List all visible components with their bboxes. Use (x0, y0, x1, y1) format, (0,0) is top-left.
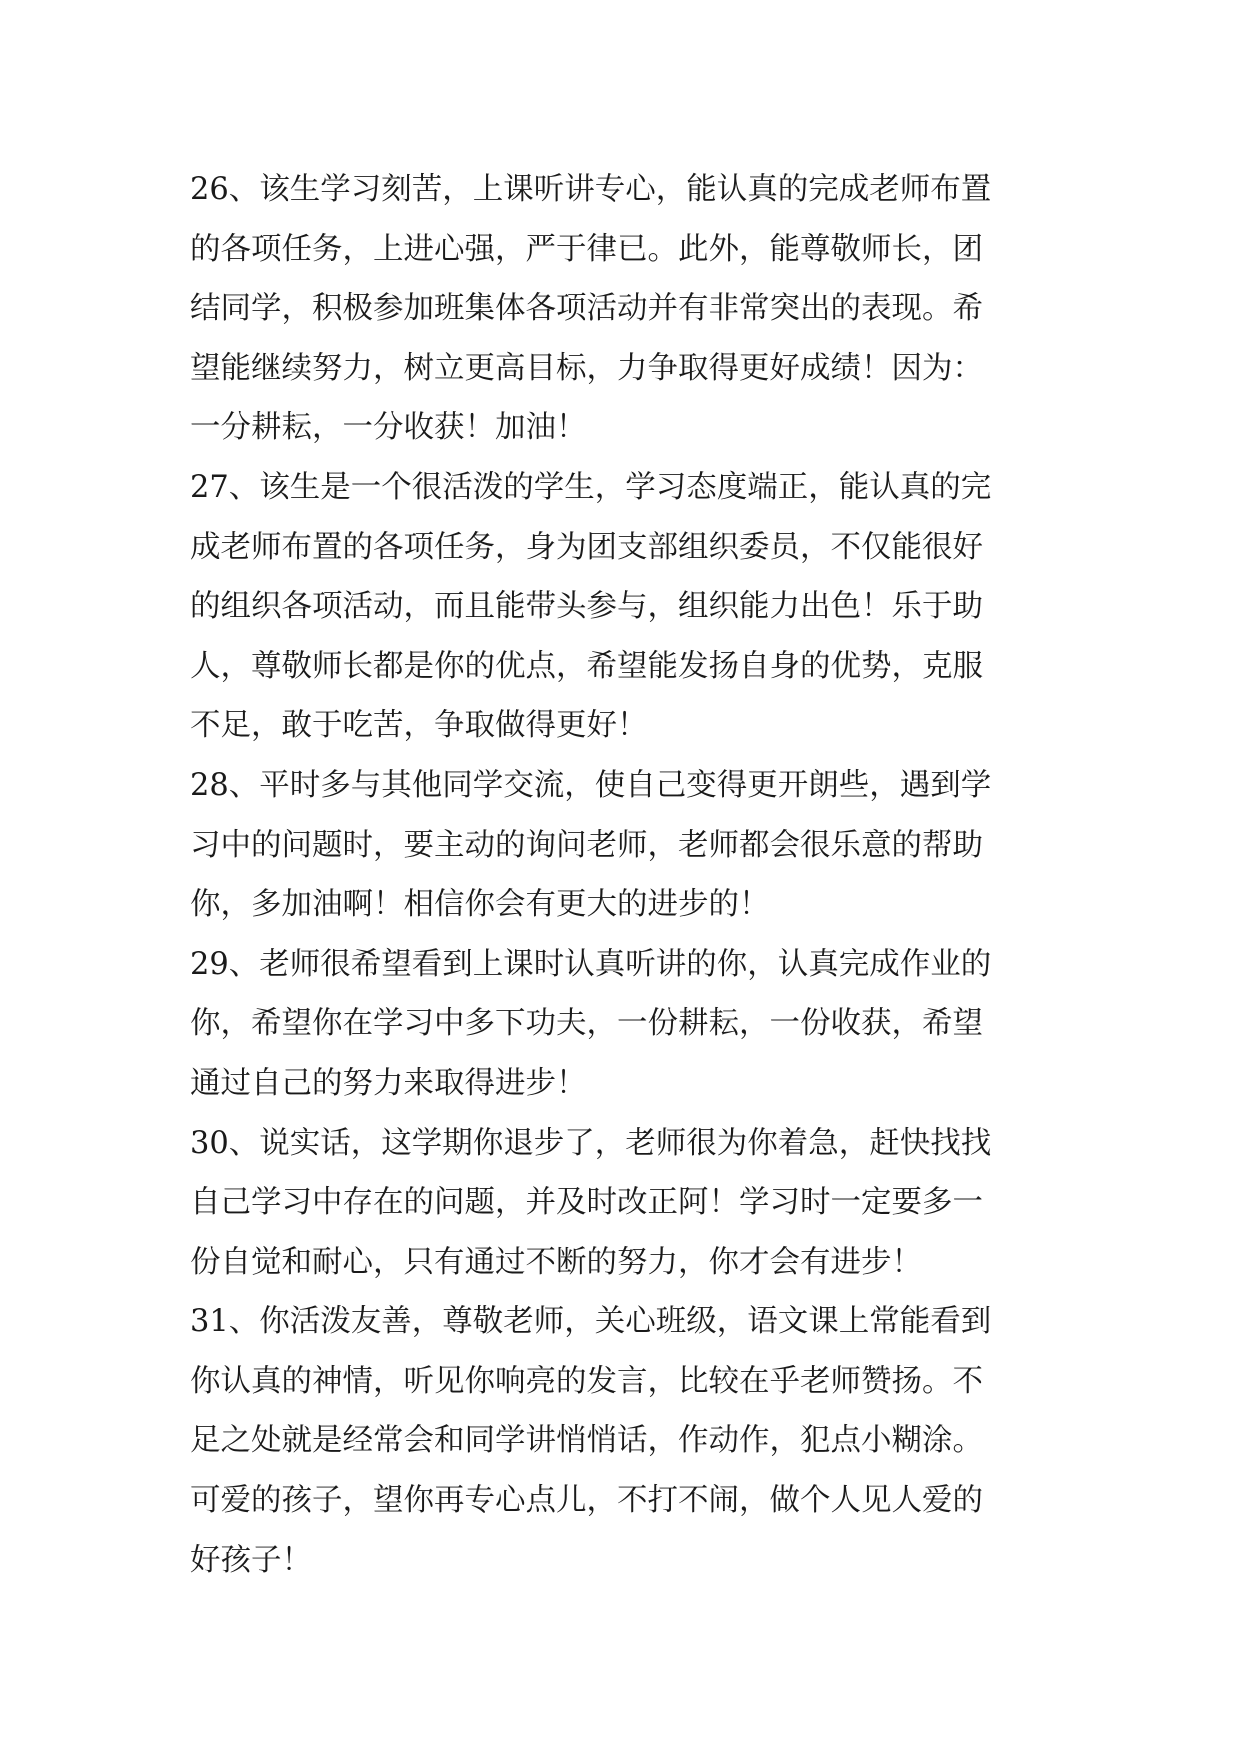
text-line: 结同学，积极参加班集体各项活动并有非常突出的表现。希 (190, 291, 983, 327)
text-line: 27、该生是一个很活泼的学生，学习态度端正，能认真的完 (190, 469, 992, 505)
text-line: 自己学习中存在的问题，并及时改正阿！学习时一定要多一 (190, 1185, 983, 1221)
text-line: 可爱的孩子，望你再专心点儿，不打不闹，做个人见人爱的 (190, 1483, 983, 1519)
text-line: 习中的问题时，要主动的询问老师，老师都会很乐意的帮助 (190, 827, 983, 863)
text-line: 你认真的神情，听见你响亮的发言，比较在乎老师赞扬。不 (190, 1363, 983, 1399)
text-line: 26、该生学习刻苦，上课听讲专心，能认真的完成老师布置 (190, 172, 992, 207)
text-line: 人，尊敬师长都是你的优点，希望能发扬自身的优势，克服 (190, 648, 983, 684)
text-line: 份自觉和耐心，只有通过不断的努力，你才会有进步！ (190, 1244, 922, 1280)
text-line: 的各项任务，上进心强，严于律已。此外，能尊敬师长，团 (190, 231, 983, 267)
text-line: 足之处就是经常会和同学讲悄悄话，作动作，犯点小糊涂。 (190, 1423, 983, 1459)
text-line: 的组织各项活动，而且能带头参与，组织能力出色！乐于助 (190, 589, 983, 625)
text-line: 不足，敢于吃苦，争取做得更好！ (190, 708, 648, 744)
text-line: 30、说实话，这学期你退步了，老师很为你着急，赶快找找 (190, 1125, 992, 1161)
text-line: 望能继续努力，树立更高目标，力争取得更好成绩！因为： (190, 350, 983, 386)
text-line: 你，希望你在学习中多下功夫，一份耕耘，一份收获，希望 (190, 1006, 983, 1042)
text-line: 好孩子！ (190, 1542, 312, 1578)
text-line: 28、平时多与其他同学交流，使自己变得更开朗些，遇到学 (190, 767, 992, 803)
text-line: 一分耕耘，一分收获！加油！ (190, 410, 587, 446)
text-line: 31、你活泼友善，尊敬老师，关心班级，语文课上常能看到 (190, 1304, 992, 1340)
text-line: 29、老师很希望看到上课时认真听讲的你，认真完成作业的 (190, 946, 992, 982)
text-line: 通过自己的努力来取得进步！ (190, 1065, 587, 1101)
text-line: 成老师布置的各项任务，身为团支部组织委员，不仅能很好 (190, 529, 983, 565)
comments-body (190, 160, 1070, 1590)
text-line: 你，多加油啊！相信你会有更大的进步的！ (190, 887, 770, 923)
